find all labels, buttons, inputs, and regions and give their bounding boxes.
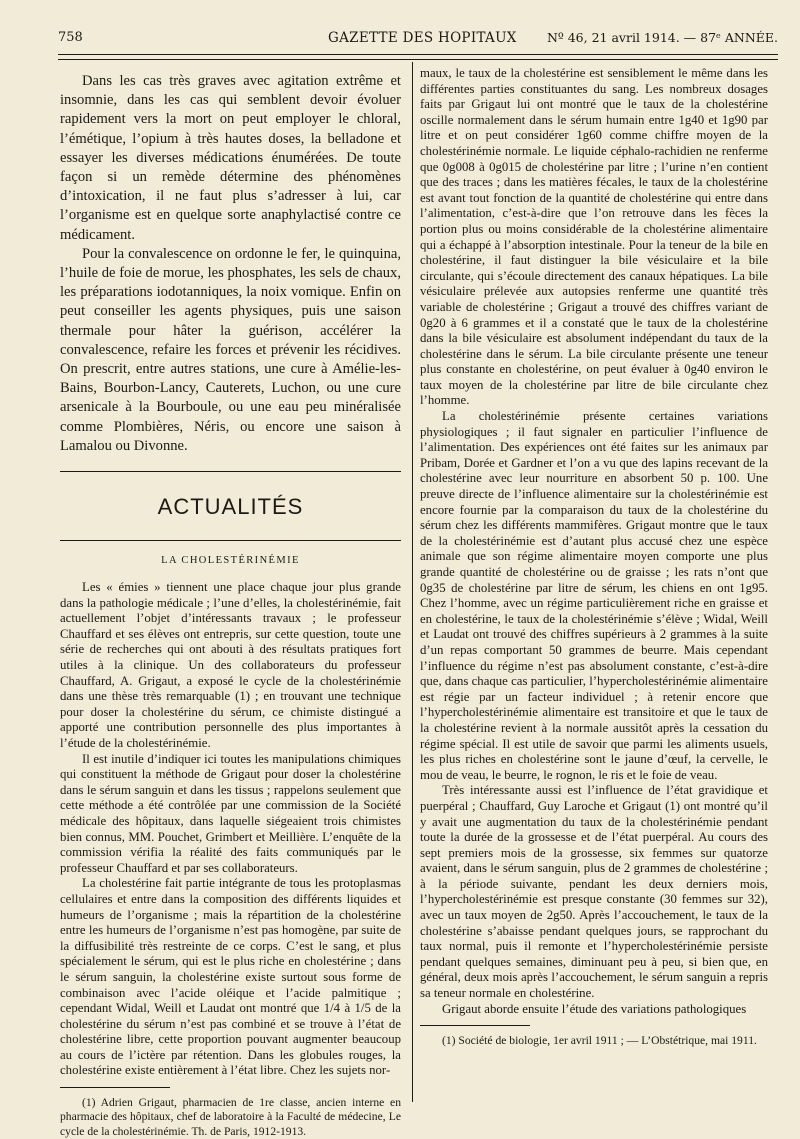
article-paragraph: La cholestérine fait partie intégrante de tous les protoplasmas cellulaires et entre dans la composition des différents liquides et humeurs de l’organisme ; mais la répartition de la cholestérine entre les humeurs de l’organisme n’est pas homogène, par suite de la diffusibilité très restreinte de ce corps. C’est le sang, et plus spécialement le sérum, qui est le plus riche en cholestérine ; dans le sérum sanguin, la cholestérine existe surtout sous forme de combinaison avec l’acide oléique et l’acide palmitique ; cependant Widal, Weill et Laudat ont montré que 1/4 à 1/5 de la cholestérine du sérum n’est pas combiné et se trouve à l’état de cholestérine libre, cette proportion pouvant augmenter beaucoup au cours de l’ictère par rétention. Dans les globules rouges, la cholestérine existe entièrement à l’état libre. Chez les sujets nor- — [60, 876, 401, 1078]
journal-title: GAZETTE DES HOPITAUX — [328, 30, 517, 46]
page-header — [58, 30, 778, 52]
footnote-rule — [420, 1025, 530, 1026]
footnote-text: (1) Société de biologie, 1er avril 1911 ; — L’Obstétrique, mai 1911. — [442, 1034, 757, 1048]
issue-info: Nº 46, 21 avril 1914. — 87ᵉ ANNÉE. — [546, 30, 778, 45]
section-heading: ACTUALITÉS — [157, 494, 304, 520]
footnote-text: (1) Adrien Grigaut, pharmacien de 1re classe, ancien interne en pharmacie des hôpitaux, chef de laboratoire à la Faculté de médecine, Le cycle de la cholestérinémie. Th. de Paris, 1912-1913. — [60, 1096, 401, 1138]
article-paragraph: Grigaut aborde ensuite l’étude des variations pathologiques — [442, 1001, 747, 1016]
section-rule-bottom — [60, 540, 401, 541]
column-divider — [412, 62, 413, 1102]
page-number: 758 — [58, 30, 83, 45]
header-rule-thin — [58, 59, 778, 60]
footnote — [60, 1096, 401, 1139]
right-column — [420, 66, 768, 1049]
left-column — [60, 72, 401, 1139]
article-paragraph: Les « émies » tiennent une place chaque jour plus grande dans la pathologie médicale ; l’une d’elles, la cholestérinémie, fait actuellement l’objet d’intéressants travaux ; le professeur Chauffard et ses élèves ont entrepris, sur cette question, toute une série de recherches qui ont abouti à des résultats pratiques fort utiles à la clinique. Un des collaborateurs du professeur Chauffard, A. Grigaut, a exposé le cycle de la cholestérinémie dans une thèse très remarquable (1) ; en trouvant une technique pour doser la cholestérine du sérum, ce chimiste distingué a apporté une contribution personnelle des plus importantes à l’étude de la cholestérinémie. — [60, 580, 401, 750]
left-paragraph: Dans les cas très graves avec agitation extrême et insomnie, dans les cas qui semblent devoir évoluer rapidement vers la mort on peut employer le chloral, l’émétique, l’opium à très hautes doses, la belladone et essayer les diverses médications énumérées. De toute façon si un remède détermine des phénomènes d’intoxication, il ne faut plus s’adresser à lui, car l’organisme est en quelque sorte anaphylactisé contre ce médicament. — [60, 73, 401, 243]
article-paragraph: maux, le taux de la cholestérine est sensiblement le même dans les différentes parties constituantes du sang. Les nombreux dosages faits par Grigaut lui ont montré que le taux de la cholestérine oscille normalement dans le sérum humain entre 1g40 et 1g90 par litre et on peut considérer 1g60 comme chiffre moyen de la cholestérinémie normale. Le liquide céphalo-rachidien ne renferme que 0g008 à 0g015 de cholestérine par litre ; l’urine n’en contient que des traces ; dans les matières fécales, le taux de la cholestérine est avant tout fonction de la quantité de cholestérine qui entre dans l’alimentation, c’est-à-dire que l’on retrouve dans les fèces la portion plus ou moins considérable de la cholestérine alimentaire qui a échappé à l’absorption intestinale. Pour la teneur de la bile en cholestérine, il faut distinguer la bile vésiculaire et la bile circulante, qui s’écoule directement des canaux hépatiques. La bile vésiculaire prélevée aux autopsies renferme une quantité très variable de cholestérine ; Grigaut a trouvé des chiffres variant de 0g20 à 6 grammes et il a constaté que le taux de la cholestérine dans la bile vésiculaire est absolument indépendant du taux de la cholestérine dans le sérum. La bile circulante présente une teneur plus constante en cholestérine, on peut évaluer à 0g40 environ le taux moyen de la cholestérine par litre de bile circulante chez l’homme. — [420, 66, 768, 408]
article-paragraph: Il est inutile d’indiquer ici toutes les manipulations chimiques qui constituent la méthode de Grigaut pour doser la cholestérine dans le sérum sanguin et dans les tissus ; rappelons seulement que cette méthode a été contrôlée par une commission de la Société médicale des hôpitaux, dans laquelle siégeaient trois chimistes bien connus, MM. Pouchet, Grimbert et Meillière. L’enquête de la commission vérifia la réalité des faits communiqués par le professeur Chauffard et par ses collaborateurs. — [60, 751, 401, 875]
article-paragraph: La cholestérinémie présente certaines variations physiologiques ; il faut signaler en particulier l’influence de l’alimentation. Des expériences ont été faites sur les animaux par Pribam, Dorée et Gardner et l’on a vu que des lapins recevant de la cholestérine avec leur nourriture en absorbent 50 p. 100. Une preuve directe de l’influence alimentaire sur la cholestérinémie est encore fournie par la comparaison du taux de la cholestérine du sérum chez les différents mammifères. Grigaut montre que le taux de la cholestérinémie est d’autant plus accusé chez une espèce animale que son régime alimentaire moyen comporte une plus grande quantité de cholestérine ou de graisse ; les rats n’ont que 0g35 de cholestérine par litre de sérum, les chiens en ont 1g95. Chez l’homme, avec un régime particulièrement riche en graisse et en cholestérine, le taux de la cholestérinémie s’élève ; Widal, Weill et Laudat ont trouvé des chiffres supérieurs à 2 grammes à la suite d’un repas comportant 50 grammes de beurre. Mais cependant l’influence du régime n’est pas absolument constante, c’est-à-dire que, dans chaque cas particulier, l’hypercholestérinémie alimentaire est régie par un facteur individuel ; à retenir encore que l’hypercholestérinémie alimentaire est transitoire et que le taux de la cholestérine revient à la normale aussitôt après la cessation du régime spécial. Il est utile de savoir que parmi les aliments usuels, les plus riches en cholestérine sont le jaune d’œuf, la cervelle, le mou de veau, le beurre, le rognon, le ris et le foie de veau. — [420, 409, 768, 782]
article-title: LA CHOLESTÉRINÉMIE — [161, 555, 300, 567]
left-paragraph: Pour la convalescence on ordonne le fer, le quinquina, l’huile de foie de morue, les phosphates, les sels de chaux, les préparations iodotanniques, la noix vomique. Enfin on peut conseiller les agents physiques, puis une saison thermale pour hâter la guérison, accélérer la convalescence, refaire les forces et prévenir les récidives. On prescrit, entre autres stations, une cure à Amélie-les-Bains, Bourbon-Lancy, Cauterets, Luchon, ou une cure arsenicale à la Bourboule, ou une eau peu minéralisée comme Plombières, Néris, ou encore une saison à Lamalou ou Divonne. — [60, 245, 401, 454]
section-rule-top — [60, 471, 401, 472]
footnote — [420, 1034, 768, 1048]
article-paragraph: Très intéressante aussi est l’influence de l’état gravidique et puerpéral ; Chauffard, Guy Laroche et Grigaut (1) ont montré qu’il y avait une augmentation du taux de la cholestérinémie pendant toute la durée de la grossesse et de l’état puerpéral. Au cours des sept premiers mois de la grossesse, six femmes sur quatorze avaient, dans le sérum sanguin, plus de 2 grammes de cholestérine ; à la période suivante, pendant les deux derniers mois, l’hypercholestérinémie est presque constante (30 femmes sur 32), avec un taux moyen de 2g50. Après l’accouchement, le taux de la cholestérine s’abaisse pendant quelques jours, se rapprochant du taux normal, puis il remonte et l’hypercholestérinémie persiste pendant quelques semaines, diminuant peu à peu, si bien que, en général, deux mois après l’accouchement, le sérum sanguin a repris sa teneur normale en cholestérine. — [420, 783, 768, 1001]
footnote-rule — [60, 1087, 170, 1088]
header-rule — [58, 54, 778, 55]
